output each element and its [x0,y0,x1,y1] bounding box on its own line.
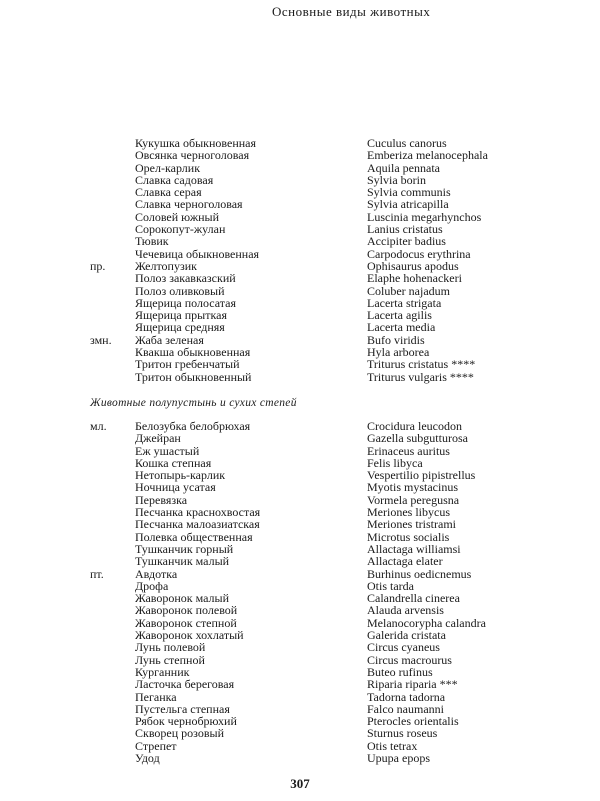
latin-name: Ophisaurus apodus [367,258,459,273]
russian-name: Стрепет [135,738,177,753]
species-row [0,518,600,530]
species-row [0,272,600,284]
russian-name: Скворец розовый [135,726,224,741]
latin-name: Accipiter badius [367,234,446,249]
latin-name: Emberiza melanocephala [367,148,488,163]
species-row [0,186,600,198]
russian-name: Овсянка черноголовая [135,148,250,163]
latin-name: Lacerta media [367,320,436,335]
russian-name: Нетопырь-карлик [135,468,226,483]
latin-name: Triturus cristatus **** [367,357,476,372]
species-row [0,752,600,764]
russian-name: Славка черноголовая [135,197,243,212]
russian-name: Тритон гребенчатый [135,357,240,372]
species-row [0,666,600,678]
russian-name: Тушканчик горный [135,541,234,556]
class-abbr: пр. [90,258,106,273]
russian-name: Славка серая [135,185,202,200]
species-row [0,715,600,727]
latin-name: Luscinia megarhynchos [367,209,482,224]
russian-name: Лунь полевой [135,640,206,655]
russian-name: Ночница усатая [135,480,216,495]
latin-name: Melanocorypha calandra [367,615,486,630]
running-header: Основные виды животных [272,4,431,19]
russian-name: Тушканчик малый [135,554,230,569]
latin-name: Vormela peregusna [367,492,460,507]
species-row [0,346,600,358]
latin-name: Sylvia atricapilla [367,197,449,212]
latin-name: Upupa epops [367,751,430,766]
russian-name: Белозубка белобрюхая [135,419,251,433]
species-row [0,223,600,235]
latin-name: Galerida cristata [367,628,446,643]
russian-name: Квакша обыкновенная [135,345,251,360]
species-row [0,629,600,641]
russian-name: Дрофа [135,578,169,593]
species-row [0,162,600,174]
latin-name: Calandrella cinerea [367,591,460,606]
species-row [0,260,600,272]
russian-name: Жаворонок малый [135,591,230,606]
russian-name: Жаворонок хохлатый [135,628,244,643]
russian-name: Удод [135,751,160,766]
species-row [0,321,600,333]
species-row [0,235,600,247]
species-row [0,555,600,567]
russian-name: Еж ушастый [135,443,200,458]
russian-name: Славка садовая [135,172,214,187]
latin-name: Circus cyaneus [367,640,440,655]
species-row [0,494,600,506]
species-row [0,691,600,703]
species-row [0,334,600,346]
latin-name: Crocidura leucodon [367,419,462,433]
russian-name: Песчанка краснохвостая [135,505,261,520]
class-abbr: змн. [90,332,112,347]
russian-name: Полевка общественная [135,529,253,544]
russian-name: Орел-карлик [135,160,201,175]
latin-name: Sylvia communis [367,185,451,200]
species-row [0,727,600,739]
russian-name: Жаба зеленая [135,332,204,347]
russian-name: Жаворонок полевой [135,603,238,618]
species-row [0,420,600,432]
russian-name: Соловей южный [135,209,220,224]
russian-name: Ящерица средняя [135,320,225,335]
russian-name: Полоз оливковый [135,283,225,298]
species-row [0,211,600,223]
species-row [0,580,600,592]
latin-name: Myotis mystacinus [367,480,459,495]
russian-name: Ласточка береговая [135,677,235,692]
latin-name: Pterocles orientalis [367,714,459,729]
species-row [0,506,600,518]
latin-name: Meriones libycus [367,505,450,520]
russian-name: Песчанка малоазиатская [135,517,260,532]
species-list-1 [0,137,600,383]
species-row [0,358,600,370]
russian-name: Кукушка обыкновенная [135,136,257,150]
latin-name: Cuculus canorus [367,136,447,150]
latin-name: Elaphe hohenackeri [367,271,462,286]
species-row [0,457,600,469]
latin-name: Otis tetrax [367,738,418,753]
species-row [0,740,600,752]
species-row [0,568,600,580]
species-row [0,174,600,186]
page-number: 307 [290,776,310,791]
latin-name: Aquila pennata [367,160,440,175]
russian-name: Авдотка [135,566,178,581]
russian-name: Пеганка [135,689,177,704]
species-row [0,481,600,493]
species-row [0,678,600,690]
latin-name: Tadorna tadorna [367,689,446,704]
class-abbr: мл. [90,419,107,433]
latin-name: Lacerta strigata [367,295,442,310]
russian-name: Ящерица полосатая [135,295,237,310]
species-row [0,371,600,383]
latin-name: Vespertilio pipistrellus [367,468,476,483]
russian-name: Полоз закавказский [135,271,236,286]
latin-name: Buteo rufinus [367,664,433,679]
species-row [0,543,600,555]
russian-name: Лунь степной [135,652,205,667]
latin-name: Riparia riparia *** [367,677,458,692]
latin-name: Burhinus oedicnemus [367,566,472,581]
latin-name: Allactaga elater [367,554,443,569]
russian-name: Сорокопут-жулан [135,222,226,237]
latin-name: Circus macrourus [367,652,452,667]
latin-name: Triturus vulgaris **** [367,369,474,384]
latin-name: Coluber najadum [367,283,450,298]
species-row [0,592,600,604]
species-row [0,445,600,457]
latin-name: Sylvia borin [367,172,426,187]
species-row [0,703,600,715]
russian-name: Чечевица обыкновенная [135,246,260,261]
species-row [0,285,600,297]
latin-name: Otis tarda [367,578,414,593]
species-row [0,149,600,161]
section-title: Животные полупустынь и сухих степей [90,397,297,409]
russian-name: Ящерица прыткая [135,308,227,323]
species-list-2 [0,420,600,764]
russian-name: Тритон обыкновенный [135,369,252,384]
species-row [0,297,600,309]
species-row [0,198,600,210]
russian-name: Кошка степная [135,455,212,470]
latin-name: Lacerta agilis [367,308,432,323]
latin-name: Microtus socialis [367,529,450,544]
russian-name: Жаворонок степной [135,615,237,630]
russian-name: Пустельга степная [135,701,230,716]
species-row [0,617,600,629]
latin-name: Falco naumanni [367,701,444,716]
latin-name: Alauda arvensis [367,603,444,618]
latin-name: Lanius cristatus [367,222,443,237]
russian-name: Перевязка [135,492,188,507]
russian-name: Желтопузик [135,258,197,273]
class-abbr: пт. [90,566,104,581]
russian-name: Джейран [135,431,181,446]
latin-name: Gazella subgutturosa [367,431,468,446]
russian-name: Тювик [135,234,169,249]
species-row [0,604,600,616]
russian-name: Курганник [135,664,190,679]
latin-name: Hyla arborea [367,345,430,360]
species-row [0,641,600,653]
species-row [0,469,600,481]
russian-name: Рябок чернобрюхий [135,714,237,729]
latin-name: Felis libyca [367,455,423,470]
latin-name: Bufo viridis [367,332,425,347]
species-row [0,531,600,543]
latin-name: Allactaga williamsi [367,541,461,556]
latin-name: Meriones tristrami [367,517,456,532]
latin-name: Sturnus roseus [367,726,438,741]
species-row [0,309,600,321]
species-row [0,137,600,149]
latin-name: Erinaceus auritus [367,443,450,458]
species-row [0,432,600,444]
latin-name: Carpodocus erythrina [367,246,471,261]
species-row [0,654,600,666]
